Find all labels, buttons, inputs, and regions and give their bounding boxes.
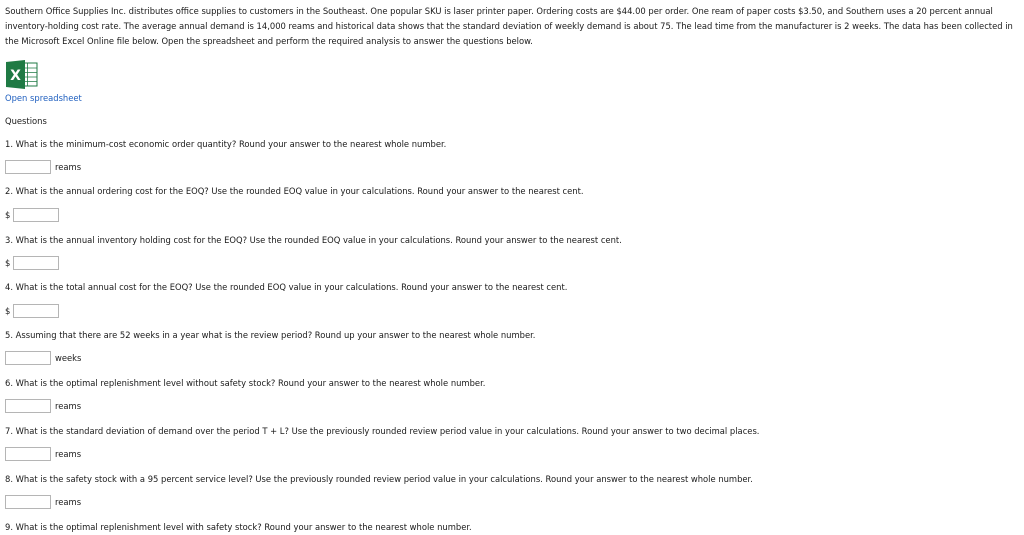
- answer-input-6[interactable]: [5, 399, 51, 413]
- currency-symbol: $: [5, 209, 11, 220]
- question-4: 4. What is the total annual cost for the EOQ? Use the rounded EOQ value in your calculations. Round your answer to the nearest cent.: [5, 282, 568, 292]
- unit-label: reams: [55, 400, 82, 411]
- answer-row-4: [5, 304, 59, 318]
- question-6: 6. What is the optimal replenishment level without safety stock? Round your answer to the nearest whole number.: [5, 378, 486, 388]
- answer-row-1: [5, 160, 81, 174]
- answer-row-3: [5, 256, 59, 270]
- answer-input-8[interactable]: [5, 495, 51, 509]
- currency-symbol: $: [5, 257, 11, 268]
- unit-label: weeks: [55, 352, 82, 363]
- question-9: 9. What is the optimal replenishment level with safety stock? Round your answer to the nearest whole number.: [5, 522, 472, 532]
- question-1: 1. What is the minimum-cost economic order quantity? Round your answer to the nearest whole number.: [5, 139, 447, 149]
- question-2: 2. What is the annual ordering cost for the EOQ? Use the rounded EOQ value in your calculations. Round your answer to the nearest cent.: [5, 186, 584, 196]
- excel-icon-letter: X: [10, 68, 21, 84]
- question-7: 7. What is the standard deviation of demand over the period T + L? Use the previously rounded review period value in your calculations. Round your answer to two decimal places.: [5, 426, 760, 436]
- unit-label: reams: [55, 161, 82, 172]
- answer-row-2: [5, 208, 59, 222]
- question-3: 3. What is the annual inventory holding cost for the EOQ? Use the rounded EOQ value in your calculations. Round your answer to the nearest cent.: [5, 235, 622, 245]
- answer-input-3[interactable]: [13, 256, 59, 270]
- questions-heading: Questions: [5, 116, 47, 126]
- answer-row-5: [5, 351, 81, 365]
- unit-label: reams: [55, 496, 82, 507]
- answer-input-4[interactable]: [13, 304, 59, 318]
- unit-label: reams: [55, 448, 82, 459]
- answer-input-1[interactable]: [5, 160, 51, 174]
- answer-row-6: [5, 399, 81, 413]
- answer-row-7: [5, 447, 81, 461]
- question-8: 8. What is the safety stock with a 95 percent service level? Use the previously rounded review period value in your calculations. Round your answer to the nearest whole number.: [5, 474, 753, 484]
- answer-input-2[interactable]: [13, 208, 59, 222]
- open-spreadsheet-link[interactable]: Open spreadsheet: [5, 93, 82, 103]
- problem-description: Southern Office Supplies Inc. distributes office supplies to customers in the Southeast. One popular SKU is laser printer paper. Ordering costs are $44.00 per order. One ream of paper costs $3.50, and Southern uses a 20 percent annual inventory-holding cost rate. The average annual demand is 14,000 reams and historical data shows that the standard deviation of weekly demand is about 75. The lead time from the manufacturer is 2 weeks. The data has been collected in the Microsoft Excel Online file below. Open the spreadsheet and perform the required analysis to answer the questions below.: [5, 6, 1013, 46]
- answer-input-5[interactable]: [5, 351, 51, 365]
- excel-icon[interactable]: [6, 60, 38, 89]
- currency-symbol: $: [5, 305, 11, 316]
- answer-row-8: [5, 495, 81, 509]
- question-5: 5. Assuming that there are 52 weeks in a year what is the review period? Round up your answer to the nearest whole number.: [5, 330, 536, 340]
- answer-input-7[interactable]: [5, 447, 51, 461]
